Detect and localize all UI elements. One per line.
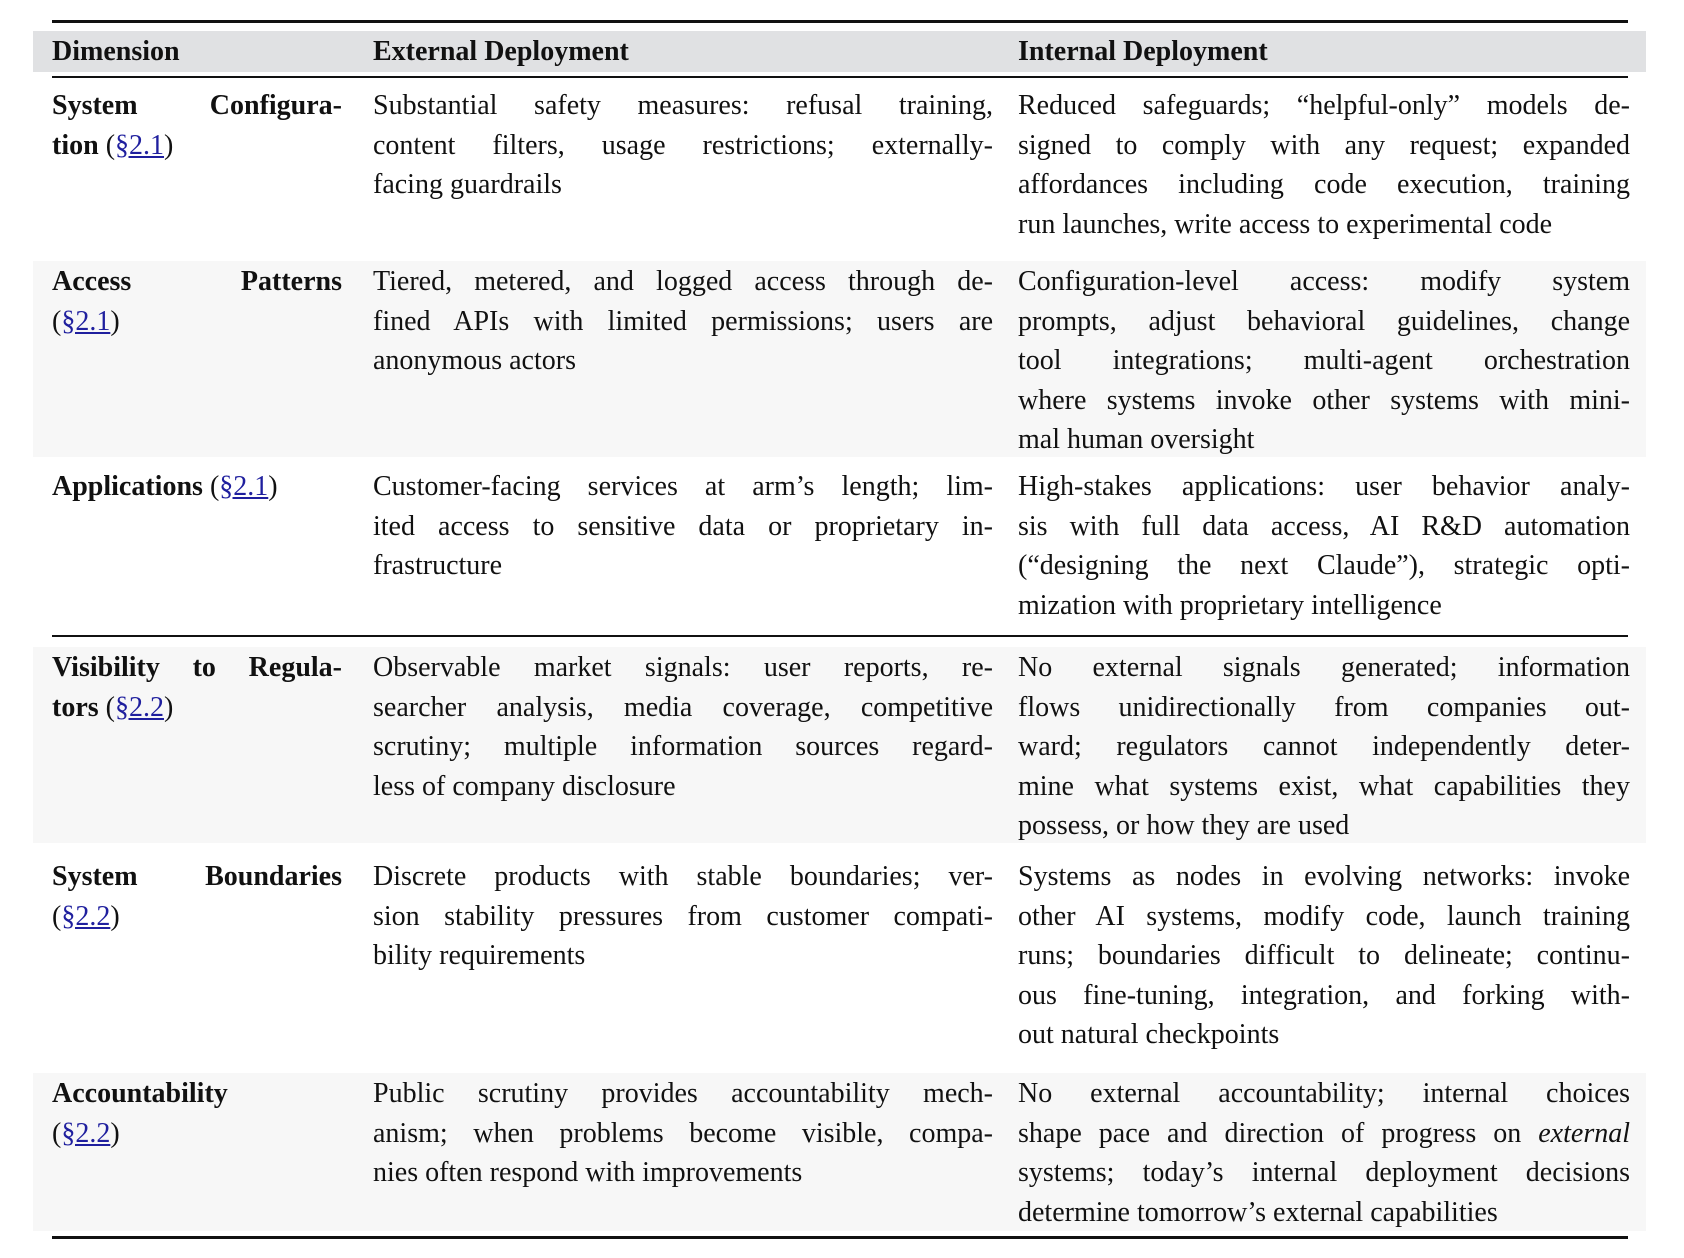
dimension-cell [52, 467, 342, 507]
external-text-line: Tiered, metered, and logged access through de- [373, 266, 993, 297]
internal-text-line [1018, 341, 1630, 381]
internal-text: (“designing the next Claude”), strategic opti- [1018, 550, 1630, 581]
external-text-line: fined APIs with limited permissions; users are [373, 305, 993, 337]
close-paren: ) [163, 691, 174, 723]
internal-deployment-cell [1018, 467, 1630, 625]
section-reference-link[interactable]: §2.2 [61, 1117, 111, 1149]
section-reference-link[interactable]: §2.1 [115, 129, 165, 161]
internal-deployment-cell [1018, 857, 1630, 1055]
internal-text: out natural checkpoints [1018, 1019, 1280, 1050]
internal-text-line [1018, 586, 1630, 626]
dimension-ref-line [52, 897, 342, 937]
external-deployment-cell [373, 262, 993, 381]
internal-text-line [1018, 467, 1630, 507]
section-reference-link[interactable]: §2.1 [61, 305, 111, 337]
external-deployment-cell [373, 467, 993, 586]
internal-text-line [1018, 546, 1630, 586]
section-reference-link[interactable]: §2.1 [219, 471, 269, 502]
external-text-line: bility requirements [373, 940, 586, 971]
internal-text-line [1018, 897, 1630, 937]
internal-text-line [1018, 1114, 1630, 1154]
internal-text: where systems invoke other systems with mini- [1018, 384, 1630, 416]
internal-text: possess, or how they are used [1018, 810, 1350, 841]
bottom-rule [52, 1236, 1628, 1239]
dimension-cell [52, 857, 342, 936]
top-rule [52, 20, 1628, 23]
internal-text: Reduced safeguards; “helpful-only” models de- [1018, 90, 1630, 121]
internal-text: High-stakes applications: user behavior analy- [1018, 471, 1630, 502]
internal-text-line [1018, 1015, 1630, 1055]
header-rule [52, 76, 1628, 78]
dimension-cell [52, 262, 342, 341]
open-paren: ( [209, 471, 220, 502]
close-paren: ) [110, 900, 120, 932]
internal-text-line [1018, 302, 1630, 342]
internal-text: mal human oversight [1018, 424, 1255, 455]
dimension-cell [52, 1074, 342, 1153]
internal-text-line [1018, 165, 1630, 205]
external-text-line: Observable market signals: user reports, re- [373, 652, 993, 683]
open-paren: ( [105, 691, 115, 723]
internal-text: run launches, write access to experimental code [1018, 208, 1553, 240]
internal-text-line [1018, 262, 1630, 302]
internal-deployment-cell [1018, 648, 1630, 846]
dimension-cell [52, 86, 342, 165]
internal-text: affordances including code execution, training [1018, 169, 1630, 200]
internal-text: other AI systems, modify code, launch training [1018, 900, 1630, 932]
internal-text-line [1018, 1193, 1630, 1233]
open-paren: ( [105, 129, 116, 161]
dimension-cell [52, 648, 342, 727]
header-dimension: Dimension [52, 36, 180, 67]
external-deployment-cell [373, 86, 993, 205]
internal-text: No external signals generated; information [1018, 652, 1630, 683]
emphasized-word: external [1538, 1117, 1630, 1149]
dimension-label-line: Accountability [52, 1078, 228, 1109]
dimension-label-line: Visibility to Regula- [52, 652, 342, 683]
internal-text: Systems as nodes in evolving networks: invoke [1018, 861, 1630, 892]
internal-text: determine tomorrow’s external capabilities [1018, 1196, 1498, 1228]
external-text-line: frastructure [373, 550, 503, 581]
open-paren: ( [52, 1117, 62, 1149]
internal-text: flows unidirectionally from companies out- [1018, 691, 1630, 723]
external-text-line: Public scrutiny provides accountability mech- [373, 1078, 993, 1109]
dimension-label-line: tion (§2.1) [52, 129, 174, 161]
internal-text-line [1018, 767, 1630, 807]
dimension-label-line: System Configura- [52, 90, 342, 121]
internal-text: sis with full data access, AI R&D automation [1018, 510, 1630, 542]
dimension-ref-line [52, 302, 342, 342]
internal-text-line [1018, 648, 1630, 688]
close-paren: ) [110, 305, 120, 337]
external-text-line: less of company disclosure [373, 770, 676, 802]
close-paren: ) [110, 1117, 120, 1149]
dimension-ref-line [52, 1114, 342, 1154]
internal-text-line [1018, 688, 1630, 728]
external-text-line: searcher analysis, media coverage, competitive [373, 691, 993, 723]
internal-text: systems; today’s internal deployment decisions [1018, 1157, 1630, 1188]
internal-text-line [1018, 420, 1630, 460]
internal-text-line [1018, 1153, 1630, 1193]
internal-text: tool integrations; multi-agent orchestration [1018, 345, 1630, 376]
internal-text: signed to comply with any request; expanded [1018, 129, 1630, 161]
dimension-label-line: Applications (§2.1) [52, 471, 278, 502]
internal-text-line [1018, 381, 1630, 421]
internal-text-line [1018, 727, 1630, 767]
dimension-label-line: System Boundaries [52, 861, 342, 892]
header-internal-deployment: Internal Deployment [1018, 36, 1268, 67]
external-text-line: content filters, usage restrictions; externally- [373, 129, 993, 161]
internal-text: ous fine-tuning, integration, and forking with- [1018, 979, 1630, 1011]
external-text-line: ited access to sensitive data or proprietary in- [373, 510, 993, 542]
external-text-line: Substantial safety measures: refusal training, [373, 90, 993, 121]
header-external-deployment: External Deployment [373, 36, 629, 67]
internal-text-line [1018, 1074, 1630, 1114]
close-paren: ) [268, 471, 278, 502]
external-deployment-cell [373, 1074, 993, 1193]
external-deployment-cell [373, 648, 993, 806]
internal-text-line [1018, 86, 1630, 126]
internal-text-line [1018, 806, 1630, 846]
open-paren: ( [52, 900, 62, 932]
mid-rule [52, 635, 1628, 637]
external-text-line: sion stability pressures from customer compati- [373, 900, 993, 932]
internal-text: prompts, adjust behavioral guidelines, change [1018, 305, 1630, 337]
section-reference-link[interactable]: §2.2 [114, 691, 164, 723]
open-paren: ( [52, 305, 62, 337]
section-reference-link[interactable]: §2.2 [61, 900, 111, 932]
external-text-line: facing guardrails [373, 169, 562, 200]
internal-text: mine what systems exist, what capabilities they [1018, 770, 1630, 802]
internal-deployment-cell [1018, 262, 1630, 460]
internal-text-line [1018, 936, 1630, 976]
external-text-line: scrutiny; multiple information sources regard- [373, 731, 993, 762]
external-deployment-cell [373, 857, 993, 976]
internal-text-line [1018, 507, 1630, 547]
internal-text: No external accountability; internal choices [1018, 1078, 1630, 1109]
internal-text: Configuration-level access: modify system [1018, 266, 1630, 297]
internal-text: ward; regulators cannot independently deter- [1018, 731, 1630, 762]
dimension-label-line: tors (§2.2) [52, 691, 174, 723]
header-background [33, 31, 1646, 72]
close-paren: ) [164, 129, 174, 161]
internal-deployment-cell [1018, 1074, 1630, 1232]
external-text-line: Customer-facing services at arm’s length; lim- [373, 471, 993, 502]
internal-text-line [1018, 126, 1630, 166]
external-text-line: anonymous actors [373, 345, 576, 376]
internal-deployment-cell [1018, 86, 1630, 244]
dimension-label-line: Access Patterns [52, 266, 342, 297]
internal-text-line [1018, 205, 1630, 245]
external-text-line: anism; when problems become visible, compa- [373, 1117, 993, 1149]
internal-text: mization with proprietary intelligence [1018, 589, 1442, 621]
internal-text-line [1018, 857, 1630, 897]
external-text-line: nies often respond with improvements [373, 1157, 803, 1188]
internal-text: shape pace and direction of progress on [1018, 1117, 1539, 1149]
internal-text-line [1018, 976, 1630, 1016]
internal-text: runs; boundaries difficult to delineate; continu- [1018, 940, 1630, 971]
external-text-line: Discrete products with stable boundaries; ver- [373, 861, 993, 892]
